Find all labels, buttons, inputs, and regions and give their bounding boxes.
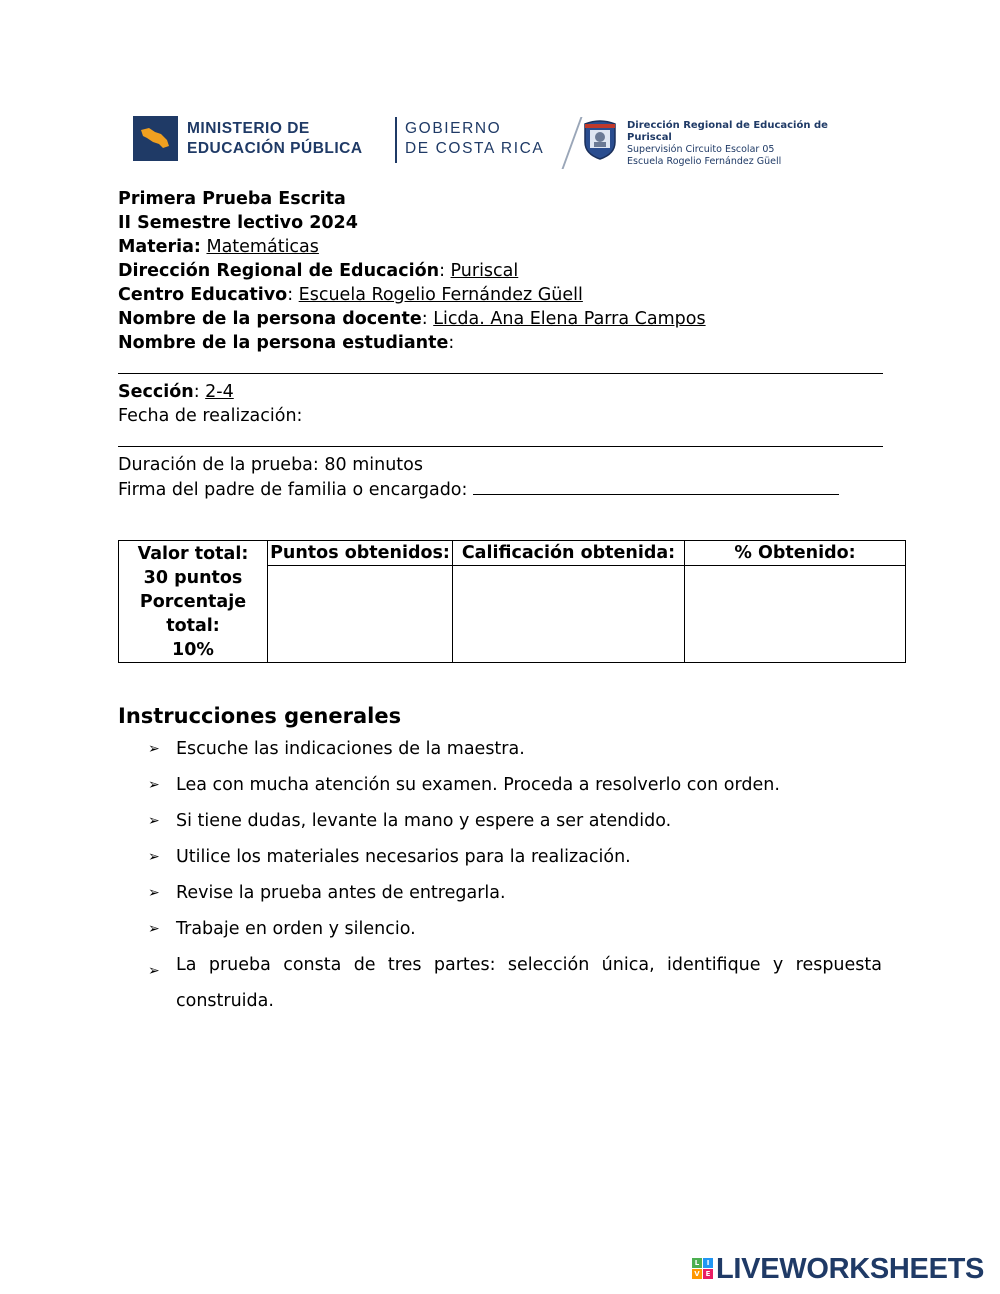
mep-logo-text: MINISTERIO DE EDUCACIÓN PÚBLICA: [187, 120, 363, 157]
materia-line: Materia: Matemáticas: [118, 237, 319, 257]
list-item: ➢ Escuche las indicaciones de la maestra.: [148, 739, 525, 759]
firma-blank[interactable]: [473, 477, 839, 495]
materia-value: Matemáticas: [206, 237, 319, 257]
list-item: ➢ Lea con mucha atención su examen. Proceda a resolverlo con orden.: [148, 775, 780, 795]
instructions-list: [148, 737, 882, 1031]
arrow-bullet-icon: ➢: [148, 777, 160, 793]
centro-value: Escuela Rogelio Fernández Güell: [298, 285, 583, 305]
puntos-cell[interactable]: [268, 566, 453, 663]
firma-line: Firma del padre de familia o encargado:: [118, 477, 884, 501]
list-item: ➢ La prueba consta de tres partes: selección única, identifique y respuesta construida.: [148, 955, 882, 1011]
list-item: ➢ Trabaje en orden y silencio.: [148, 919, 416, 939]
regional-direction-text: Dirección Regional de Educación de Puriscal Supervisión Circuito Escolar 05 Escuela Rogelio Fernández Güell: [627, 120, 828, 167]
calificacion-header: Calificación obtenida:: [453, 541, 685, 566]
semester: II Semestre lectivo 2024: [118, 213, 358, 233]
arrow-bullet-icon: ➢: [148, 921, 160, 937]
fecha-line: Fecha de realización:: [118, 406, 303, 426]
porcentaje-cell[interactable]: [685, 566, 906, 663]
docente-line: Nombre de la persona docente: Licda. Ana Elena Parra Campos: [118, 309, 706, 329]
arrow-bullet-icon: ➢: [148, 741, 160, 757]
valor-total-cell: Valor total: 30 puntos Porcentaje total: 10%: [119, 541, 268, 663]
arrow-bullet-icon: ➢: [148, 849, 160, 865]
header-logos: [133, 113, 873, 173]
direccion-line: Dirección Regional de Educación: Puriscal: [118, 261, 519, 281]
school-crest-icon: [583, 120, 617, 160]
exam-info: [118, 187, 884, 501]
list-item: ➢ Si tiene dudas, levante la mano y espere a ser atendido.: [148, 811, 672, 831]
fecha-underline: [118, 446, 883, 447]
fecha-blank[interactable]: [118, 428, 884, 452]
list-item: ➢ Utilice los materiales necesarios para la realización.: [148, 847, 631, 867]
logo-divider-slanted: [562, 117, 583, 169]
duracion-line: Duración de la prueba: 80 minutos: [118, 455, 423, 475]
gobierno-logo-text: GOBIERNO DE COSTA RICA: [405, 120, 545, 157]
arrow-bullet-icon: ➢: [148, 813, 160, 829]
arrow-bullet-icon: ➢: [148, 963, 160, 979]
direccion-value: Puriscal: [450, 261, 519, 281]
instructions-title: Instrucciones generales: [118, 704, 402, 728]
exam-title: Primera Prueba Escrita: [118, 189, 346, 209]
estudiante-line: Nombre de la persona estudiante:: [118, 333, 455, 353]
puntos-header: Puntos obtenidos:: [268, 541, 453, 566]
score-table: [118, 540, 906, 663]
costa-rica-map-logo: [133, 116, 178, 161]
porcentaje-header: % Obtenido:: [685, 541, 906, 566]
arrow-bullet-icon: ➢: [148, 885, 160, 901]
list-item: ➢ Revise la prueba antes de entregarla.: [148, 883, 506, 903]
liveworksheets-badge-icon: L I V E: [692, 1258, 714, 1280]
liveworksheets-text: LIVEWORKSHEETS: [716, 1253, 985, 1285]
seccion-line: Sección: 2-4: [118, 382, 234, 402]
calificacion-cell[interactable]: [453, 566, 685, 663]
estudiante-underline: [118, 373, 883, 374]
docente-value: Licda. Ana Elena Parra Campos: [433, 309, 706, 329]
logo-divider: [395, 117, 397, 163]
centro-line: Centro Educativo: Escuela Rogelio Fernández Güell: [118, 285, 583, 305]
seccion-value: 2-4: [205, 382, 234, 402]
estudiante-blank[interactable]: [118, 355, 884, 379]
map-icon: [139, 126, 171, 150]
